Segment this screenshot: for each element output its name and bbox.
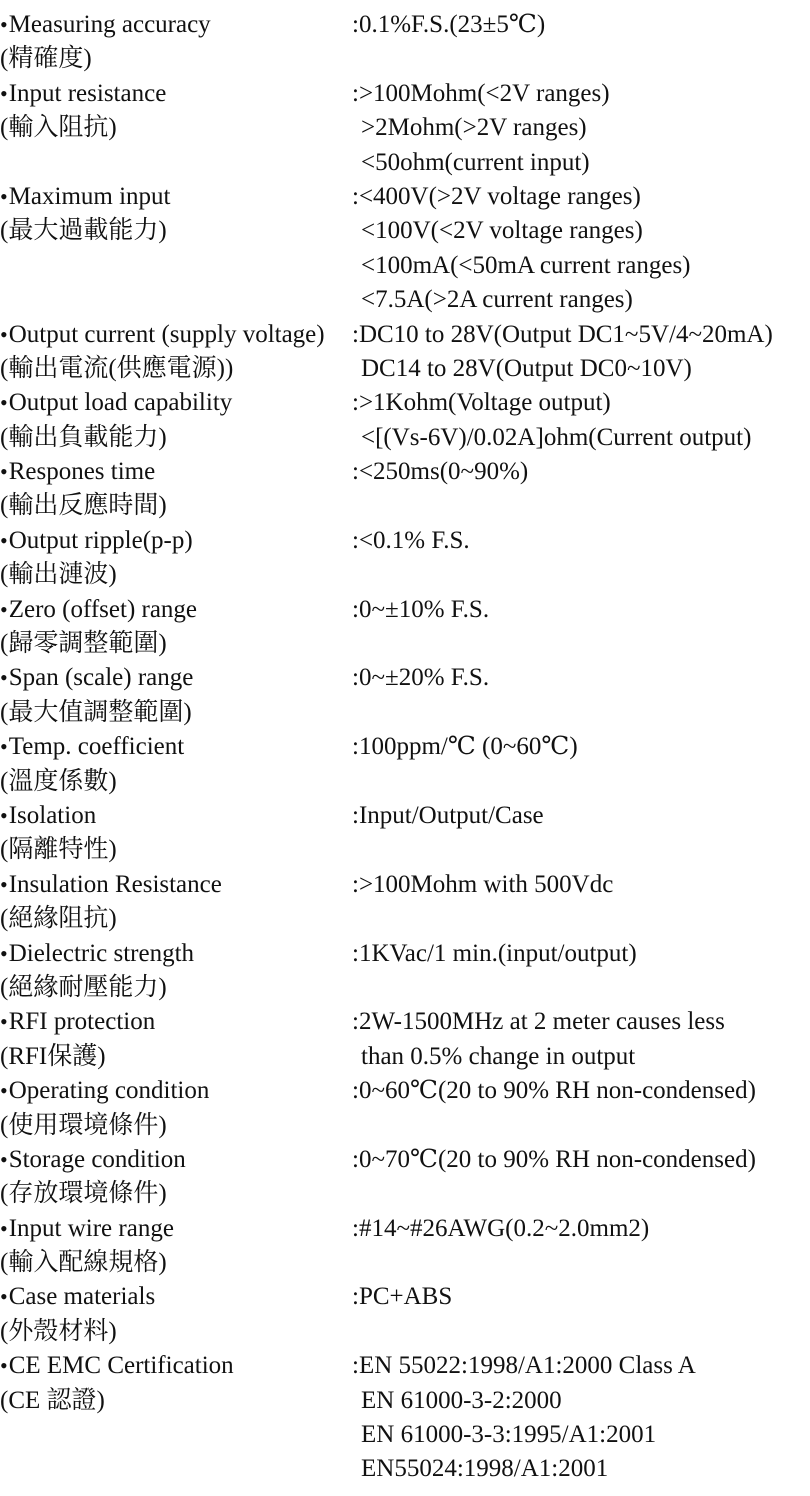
spec-label	[0, 868, 352, 937]
spec-value: :>100Mohm(<2V ranges)	[352, 79, 610, 107]
spec-value: :DC10 to 28V(Output DC1~5V/4~20mA)	[352, 320, 773, 348]
spec-label	[0, 1349, 352, 1418]
spec-label-english: • Temp. coefficient	[0, 730, 352, 764]
spec-row	[0, 1143, 810, 1212]
spec-row	[0, 455, 810, 524]
spec-values	[352, 868, 810, 902]
spec-label	[0, 1074, 352, 1143]
spec-values	[352, 8, 810, 42]
spec-label-chinese: (輸出電流(供應電源))	[0, 354, 234, 382]
spec-value: :0.1%F.S.(23±5℃)	[352, 11, 546, 38]
spec-label	[0, 1212, 352, 1281]
spec-values	[352, 799, 810, 833]
spec-label-english: • Operating condition	[0, 1074, 352, 1108]
spec-label-chinese: (使用環境條件)	[0, 1111, 167, 1139]
spec-label	[0, 455, 352, 524]
spec-value: than 0.5% change in output	[361, 1042, 636, 1070]
spec-label-chinese: (歸零調整範圍)	[0, 630, 167, 658]
spec-row	[0, 1212, 810, 1281]
spec-label-english: • Input wire range	[0, 1212, 352, 1246]
spec-row	[0, 1005, 810, 1074]
spec-label	[0, 593, 352, 662]
spec-value: :<250ms(0~90%)	[352, 458, 529, 486]
spec-label	[0, 730, 352, 799]
spec-value: :>100Mohm with 500Vdc	[352, 870, 614, 898]
spec-label-chinese: (輸入配線規格)	[0, 1249, 167, 1277]
spec-values	[352, 318, 810, 387]
spec-value: EN55024:1998/A1:2001	[361, 1455, 609, 1483]
spec-values	[352, 1212, 810, 1246]
spec-label-chinese: (絕緣阻抗)	[0, 905, 117, 933]
spec-value: :1KVac/1 min.(input/output)	[352, 939, 637, 967]
spec-label	[0, 524, 352, 593]
spec-label-chinese: (RFI保護)	[0, 1042, 106, 1070]
spec-value: :0~60℃(20 to 90% RH non-condensed)	[352, 1077, 756, 1105]
spec-row	[0, 1349, 810, 1487]
spec-label	[0, 937, 352, 1006]
spec-label	[0, 8, 352, 77]
spec-label-chinese: (最大過載能力)	[0, 217, 167, 245]
spec-values	[352, 937, 810, 971]
spec-label-chinese: (CE 認證)	[0, 1386, 105, 1414]
spec-value: EN 61000-3-3:1995/A1:2001	[361, 1421, 657, 1449]
spec-value: <50ohm(current input)	[361, 148, 590, 176]
spec-label-english: • Zero (offset) range	[0, 593, 352, 627]
spec-label-english: • RFI protection	[0, 1005, 352, 1039]
spec-label-english: • Output ripple(p-p)	[0, 524, 352, 558]
spec-label-english: • Respones time	[0, 455, 352, 489]
spec-row	[0, 318, 810, 387]
spec-row	[0, 77, 810, 180]
spec-row	[0, 937, 810, 1006]
spec-row	[0, 1280, 810, 1349]
spec-values	[352, 593, 810, 627]
spec-label	[0, 318, 352, 387]
spec-row	[0, 593, 810, 662]
spec-label	[0, 77, 352, 146]
spec-label-english: • Output load capability	[0, 386, 352, 420]
spec-label-chinese: (輸出負載能力)	[0, 423, 167, 451]
spec-value: <7.5A(>2A current ranges)	[361, 286, 633, 314]
spec-label-chinese: (存放環境條件)	[0, 1180, 167, 1208]
spec-value: DC14 to 28V(Output DC0~10V)	[361, 354, 692, 382]
spec-values	[352, 524, 810, 558]
spec-row	[0, 661, 810, 730]
spec-label-chinese: (溫度係數)	[0, 767, 117, 795]
spec-label-english: • Measuring accuracy	[0, 8, 352, 42]
spec-values	[352, 1143, 810, 1177]
spec-value: >2Mohm(>2V ranges)	[361, 114, 587, 142]
spec-value: :>1Kohm(Voltage output)	[352, 389, 611, 417]
spec-row	[0, 8, 810, 77]
spec-label	[0, 1005, 352, 1074]
spec-value: <100V(<2V voltage ranges)	[361, 217, 643, 245]
spec-value: :<0.1% F.S.	[352, 526, 470, 554]
spec-label-english: • Span (scale) range	[0, 661, 352, 695]
spec-label-chinese: (絕緣耐壓能力)	[0, 973, 167, 1001]
spec-label-english: • Input resistance	[0, 77, 352, 111]
spec-row	[0, 799, 810, 868]
spec-row	[0, 180, 810, 318]
spec-label-english: • Storage condition	[0, 1143, 352, 1177]
spec-values	[352, 1005, 810, 1074]
spec-values	[352, 386, 810, 455]
spec-label-english: • Output current (supply voltage)	[0, 318, 352, 352]
spec-label-chinese: (精確度)	[0, 45, 92, 73]
spec-value: :<400V(>2V voltage ranges)	[352, 182, 641, 210]
spec-values	[352, 730, 810, 764]
spec-value: <100mA(<50mA current ranges)	[361, 251, 691, 279]
spec-label-english: • Insulation Resistance	[0, 868, 352, 902]
spec-label	[0, 799, 352, 868]
spec-value: :2W-1500MHz at 2 meter causes less	[352, 1008, 725, 1036]
spec-value: :PC+ABS	[352, 1283, 453, 1311]
spec-label-english: • Case materials	[0, 1280, 352, 1314]
spec-label-english: • Maximum input	[0, 180, 352, 214]
spec-row	[0, 386, 810, 455]
spec-value: :0~±10% F.S.	[352, 595, 490, 623]
spec-value: :100ppm/℃ (0~60℃)	[352, 733, 578, 761]
spec-value: EN 61000-3-2:2000	[361, 1386, 562, 1414]
spec-label-english: • Isolation	[0, 799, 352, 833]
spec-sheet	[0, 8, 810, 1487]
spec-values	[352, 1349, 810, 1487]
spec-label-chinese: (隔離特性)	[0, 836, 117, 864]
spec-label-chinese: (輸出漣波)	[0, 561, 117, 589]
spec-label	[0, 1143, 352, 1212]
spec-label-chinese: (外殼材料)	[0, 1317, 117, 1345]
spec-label-chinese: (輸入阻抗)	[0, 114, 117, 142]
spec-label	[0, 386, 352, 455]
spec-row	[0, 524, 810, 593]
spec-values	[352, 455, 810, 489]
spec-values	[352, 77, 810, 180]
spec-row	[0, 1074, 810, 1143]
spec-label	[0, 661, 352, 730]
spec-value: :0~70℃(20 to 90% RH non-condensed)	[352, 1145, 756, 1173]
spec-values	[352, 1074, 810, 1108]
spec-value: :#14~#26AWG(0.2~2.0mm2)	[352, 1214, 650, 1242]
spec-values	[352, 661, 810, 695]
spec-value: :0~±20% F.S.	[352, 664, 490, 692]
spec-label-chinese: (最大值調整範圍)	[0, 698, 192, 726]
spec-label-english: • CE EMC Certification	[0, 1349, 352, 1383]
spec-label	[0, 1280, 352, 1349]
spec-values	[352, 180, 810, 318]
spec-values	[352, 1280, 810, 1314]
spec-value: :EN 55022:1998/A1:2000 Class A	[352, 1352, 696, 1380]
spec-value: <[(Vs-6V)/0.02A]ohm(Current output)	[361, 423, 752, 451]
spec-label	[0, 180, 352, 249]
spec-label-chinese: (輸出反應時間)	[0, 492, 167, 520]
spec-label-english: • Dielectric strength	[0, 937, 352, 971]
spec-row	[0, 868, 810, 937]
spec-value: :Input/Output/Case	[352, 801, 544, 829]
spec-row	[0, 730, 810, 799]
